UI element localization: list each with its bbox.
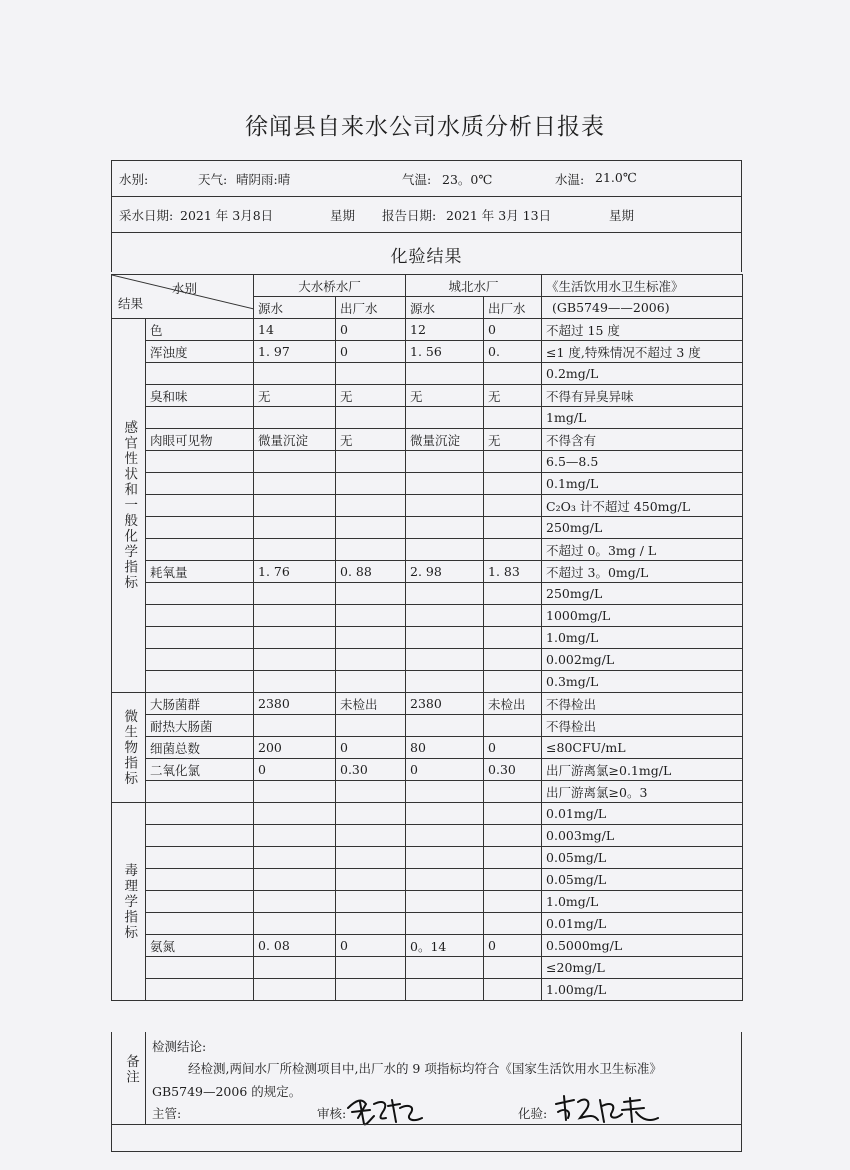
item-name: 肉眼可见物 — [146, 429, 254, 451]
results-title: 化验结果 — [390, 247, 463, 267]
table-row — [112, 847, 743, 869]
conclusion-line-2: GB5749—2006 的规定。 — [152, 1084, 302, 1099]
plant1-outlet-header: 出厂水 — [336, 297, 406, 319]
plant2-source-value — [406, 825, 484, 847]
category-sensory — [112, 319, 146, 693]
plant1-outlet-value: 0 — [336, 319, 406, 341]
plant1-source-value — [254, 649, 336, 671]
sample-weekday-label: 星期 — [330, 208, 356, 223]
plant1-outlet-value — [336, 979, 406, 1001]
plant2-source-value — [406, 671, 484, 693]
plant2-source-value — [406, 539, 484, 561]
plant1-outlet-value — [336, 957, 406, 979]
standard-value: 0.05mg/L — [542, 869, 743, 891]
plant2-source-value: 无 — [406, 385, 484, 407]
plant1-source-value: 无 — [254, 385, 336, 407]
plant2-outlet-value: 0 — [484, 319, 542, 341]
standard-value: 0.2mg/L — [542, 363, 743, 385]
plant1-source-value — [254, 517, 336, 539]
item-name — [146, 847, 254, 869]
item-name: 臭和味 — [146, 385, 254, 407]
category-label: 毒理学指标 — [121, 862, 138, 941]
item-name — [146, 781, 254, 803]
plant2-outlet-value — [484, 803, 542, 825]
standard-value: 0.5000mg/L — [542, 935, 743, 957]
plant2-source-value — [406, 803, 484, 825]
plant2-source-value — [406, 605, 484, 627]
plant1-source-value: 微量沉淀 — [254, 429, 336, 451]
water-type-label: 水别: — [119, 172, 149, 187]
table-row — [112, 341, 743, 363]
item-name — [146, 891, 254, 913]
plant2-outlet-value: 未检出 — [484, 693, 542, 715]
item-name — [146, 803, 254, 825]
plant2-source-value — [406, 847, 484, 869]
plant1-outlet-value — [336, 517, 406, 539]
tester-signature — [552, 1092, 662, 1128]
item-name — [146, 473, 254, 495]
plant2-source-value — [406, 363, 484, 385]
item-name — [146, 363, 254, 385]
plant2-outlet-value — [484, 979, 542, 1001]
water-type-header: 水别 — [171, 281, 197, 296]
report-date-label: 报告日期: — [382, 208, 437, 223]
plant1-source-value — [254, 605, 336, 627]
plant1-outlet-value: 无 — [336, 385, 406, 407]
plant1-source-value — [254, 957, 336, 979]
plant2-source-value: 1. 56 — [406, 341, 484, 363]
plant2-source-value: 2380 — [406, 693, 484, 715]
plant1-outlet-value — [336, 803, 406, 825]
header-date-row — [111, 196, 742, 232]
plant1-source-value — [254, 781, 336, 803]
standard-value: ≤20mg/L — [542, 957, 743, 979]
plant1-outlet-value — [336, 781, 406, 803]
item-name — [146, 913, 254, 935]
report-title: 徐闻县自来水公司水质分析日报表 — [245, 114, 605, 140]
reviewer-label: 审核: — [317, 1106, 347, 1121]
table-row — [112, 495, 743, 517]
item-name: 浑浊度 — [146, 341, 254, 363]
report-date-value: 2021 年 3月 13日 — [446, 208, 552, 223]
plant2-source-value — [406, 957, 484, 979]
weather-label: 天气: — [198, 172, 228, 187]
plant1-outlet-value — [336, 715, 406, 737]
sample-date-value: 2021 年 3月8日 — [180, 208, 274, 223]
table-row — [112, 583, 743, 605]
standard-value: 250mg/L — [542, 583, 743, 605]
report-weekday-label: 星期 — [609, 208, 635, 223]
plant1-source-value — [254, 847, 336, 869]
standard-value: 0.1mg/L — [542, 473, 743, 495]
category-label: 微生物指标 — [121, 708, 138, 787]
table-row — [112, 979, 743, 1001]
plant1-outlet-value — [336, 913, 406, 935]
item-name — [146, 495, 254, 517]
plant2-source-value — [406, 891, 484, 913]
diagonal-header-cell — [112, 275, 254, 319]
plant1-outlet-value — [336, 407, 406, 429]
standard-value: 0.01mg/L — [542, 803, 743, 825]
plant2-source-value — [406, 627, 484, 649]
table-row — [112, 407, 743, 429]
plant2-outlet-value: 无 — [484, 385, 542, 407]
plant2-outlet-header: 出厂水 — [484, 297, 542, 319]
item-name — [146, 539, 254, 561]
item-name — [146, 649, 254, 671]
plant1-outlet-value — [336, 627, 406, 649]
sample-date-label: 采水日期: — [119, 208, 174, 223]
plant1-source-value — [254, 715, 336, 737]
plant1-source-value — [254, 825, 336, 847]
standard-title: 《生活饮用水卫生标准》 — [542, 275, 743, 297]
standard-value: 0.002mg/L — [542, 649, 743, 671]
water-temp-label: 水温: — [555, 172, 585, 187]
plant1-source-value — [254, 627, 336, 649]
item-name: 氨氮 — [146, 935, 254, 957]
plant2-source-value: 12 — [406, 319, 484, 341]
table-row — [112, 759, 743, 781]
results-table — [111, 274, 743, 1001]
conclusion-line-1: 经检测,两间水厂所检测项目中,出厂水的 9 项指标均符合《国家生活饮用水卫生标准》 — [188, 1061, 662, 1076]
plant1-source-value — [254, 407, 336, 429]
plant2-outlet-value — [484, 363, 542, 385]
plant1-source-value: 2380 — [254, 693, 336, 715]
plant2-source-value — [406, 495, 484, 517]
air-temp-label: 气温: — [402, 172, 432, 187]
plant2-source-value — [406, 649, 484, 671]
standard-value: 6.5—8.5 — [542, 451, 743, 473]
category-label: 感官性状和一般化学指标 — [121, 420, 138, 591]
table-row — [112, 429, 743, 451]
plant2-outlet-value — [484, 495, 542, 517]
plant2-outlet-value — [484, 913, 542, 935]
plant2-source-value — [406, 407, 484, 429]
item-name — [146, 583, 254, 605]
plant1-source-value — [254, 451, 336, 473]
item-name — [146, 605, 254, 627]
header-weather-row — [111, 160, 742, 196]
item-name — [146, 979, 254, 1001]
plant1-source-value — [254, 473, 336, 495]
item-name — [146, 957, 254, 979]
item-name — [146, 825, 254, 847]
plant2-outlet-value — [484, 627, 542, 649]
item-name — [146, 517, 254, 539]
result-header: 结果 — [118, 296, 144, 311]
plant2-outlet-value: 0.30 — [484, 759, 542, 781]
plant2-source-value — [406, 869, 484, 891]
plant2-outlet-value — [484, 781, 542, 803]
plant2-outlet-value — [484, 891, 542, 913]
plant1-source-value: 14 — [254, 319, 336, 341]
plant1-outlet-value — [336, 539, 406, 561]
table-row — [112, 935, 743, 957]
plant1-outlet-value — [336, 451, 406, 473]
item-name: 二氧化氯 — [146, 759, 254, 781]
table-row — [112, 539, 743, 561]
table-row — [112, 913, 743, 935]
table-row — [112, 869, 743, 891]
reviewer-signature — [344, 1094, 426, 1128]
plant2-source-value: 0 — [406, 759, 484, 781]
table-row — [112, 517, 743, 539]
plant2-outlet-value: 0. — [484, 341, 542, 363]
standard-value: 不超过 3。0mg/L — [542, 561, 743, 583]
remarks-side-cell — [112, 1032, 146, 1124]
plant1-outlet-value — [336, 583, 406, 605]
plant1-source-value: 1. 76 — [254, 561, 336, 583]
plant1-outlet-value — [336, 671, 406, 693]
standard-value: 0.01mg/L — [542, 913, 743, 935]
plant2-source-value — [406, 517, 484, 539]
standard-value: 0.003mg/L — [542, 825, 743, 847]
plant1-outlet-value: 0 — [336, 737, 406, 759]
plant2-source-value — [406, 715, 484, 737]
plant1-source-value: 0. 08 — [254, 935, 336, 957]
weather-value: 晴阴雨:晴 — [236, 172, 291, 187]
table-row — [112, 825, 743, 847]
table-row — [112, 715, 743, 737]
plant1-outlet-value — [336, 847, 406, 869]
plant2-outlet-value — [484, 605, 542, 627]
standard-value: ≤1 度,特殊情况不超过 3 度 — [542, 341, 743, 363]
table-row — [112, 363, 743, 385]
plant1-outlet-value: 0 — [336, 935, 406, 957]
standard-value: 1.0mg/L — [542, 891, 743, 913]
category-toxic — [112, 803, 146, 1001]
table-row — [112, 605, 743, 627]
plant1-source-value: 1. 97 — [254, 341, 336, 363]
conclusion-label: 检测结论: — [152, 1039, 207, 1054]
table-row — [112, 649, 743, 671]
item-name — [146, 869, 254, 891]
plant2-outlet-value — [484, 517, 542, 539]
plant1-source-value — [254, 583, 336, 605]
item-name — [146, 627, 254, 649]
standard-value: 不超过 0。3mg / L — [542, 539, 743, 561]
plant2-outlet-value: 0 — [484, 935, 542, 957]
plant2-outlet-value — [484, 869, 542, 891]
table-row — [112, 319, 743, 341]
air-temp-value: 23。0℃ — [442, 172, 493, 187]
standard-value: 1mg/L — [542, 407, 743, 429]
plant2-source-header: 源水 — [406, 297, 484, 319]
plant1-source-value — [254, 363, 336, 385]
plant1-outlet-value — [336, 473, 406, 495]
plant1-outlet-value: 无 — [336, 429, 406, 451]
table-row — [112, 803, 743, 825]
plant1-source-header: 源水 — [254, 297, 336, 319]
table-row — [112, 385, 743, 407]
item-name — [146, 671, 254, 693]
plant2-source-value — [406, 979, 484, 1001]
plant1-outlet-value — [336, 869, 406, 891]
plant1-source-value — [254, 803, 336, 825]
plant1-outlet-value: 0 — [336, 341, 406, 363]
plant1-source-value — [254, 495, 336, 517]
item-name — [146, 451, 254, 473]
table-row — [112, 891, 743, 913]
plant1-source-value — [254, 869, 336, 891]
plant1-source-value — [254, 671, 336, 693]
remarks-section — [111, 1032, 742, 1152]
plant1-source-value: 0 — [254, 759, 336, 781]
standard-value: 不得检出 — [542, 693, 743, 715]
table-row — [112, 451, 743, 473]
item-name: 耗氧量 — [146, 561, 254, 583]
table-row — [112, 693, 743, 715]
plant1-source-value — [254, 913, 336, 935]
item-name: 耐热大肠菌 — [146, 715, 254, 737]
item-name: 色 — [146, 319, 254, 341]
plant2-outlet-value — [484, 407, 542, 429]
remarks-side-label: 备注 — [123, 1054, 139, 1085]
standard-value: 0.3mg/L — [542, 671, 743, 693]
plant2-outlet-value — [484, 957, 542, 979]
item-name: 细菌总数 — [146, 737, 254, 759]
plant1-source-value — [254, 539, 336, 561]
plant1-outlet-value: 0. 88 — [336, 561, 406, 583]
plant2-outlet-value — [484, 473, 542, 495]
plant2-source-value: 2. 98 — [406, 561, 484, 583]
plant2-source-value — [406, 583, 484, 605]
plant1-source-value — [254, 891, 336, 913]
plant2-source-value: 微量沉淀 — [406, 429, 484, 451]
results-title-row — [111, 232, 742, 272]
item-name: 大肠菌群 — [146, 693, 254, 715]
standard-value: 0.05mg/L — [542, 847, 743, 869]
table-row — [112, 737, 743, 759]
standard-value: 不得含有 — [542, 429, 743, 451]
supervisor-label: 主管: — [152, 1106, 182, 1121]
standard-value: 出厂游离氯≥0.1mg/L — [542, 759, 743, 781]
plant2-outlet-value — [484, 649, 542, 671]
standard-value: 1.0mg/L — [542, 627, 743, 649]
plant1-source-value: 200 — [254, 737, 336, 759]
category-micro — [112, 693, 146, 803]
plant2-source-value — [406, 451, 484, 473]
plant2-source-value: 0。14 — [406, 935, 484, 957]
standard-value: 1000mg/L — [542, 605, 743, 627]
standard-value: 1.00mg/L — [542, 979, 743, 1001]
plant2-source-value: 80 — [406, 737, 484, 759]
standard-value: ≤80CFU/mL — [542, 737, 743, 759]
plant1-outlet-value — [336, 649, 406, 671]
table-row — [112, 957, 743, 979]
plant1-outlet-value — [336, 605, 406, 627]
plant2-outlet-value — [484, 451, 542, 473]
plant2-outlet-value — [484, 671, 542, 693]
table-row — [112, 561, 743, 583]
standard-value: 出厂游离氯≥0。3 — [542, 781, 743, 803]
plant1-header: 大水桥水厂 — [254, 275, 406, 297]
table-row — [112, 671, 743, 693]
item-name — [146, 407, 254, 429]
standard-value: 不得检出 — [542, 715, 743, 737]
table-row — [112, 473, 743, 495]
plant1-source-value — [254, 979, 336, 1001]
plant1-outlet-value — [336, 891, 406, 913]
standard-value: C₂O₃ 计不超过 450mg/L — [542, 495, 743, 517]
standard-value: 不超过 15 度 — [542, 319, 743, 341]
plant2-outlet-value: 无 — [484, 429, 542, 451]
plant1-outlet-value — [336, 363, 406, 385]
plant2-outlet-value — [484, 715, 542, 737]
standard-value: 不得有异臭异味 — [542, 385, 743, 407]
plant2-outlet-value — [484, 825, 542, 847]
tester-label: 化验: — [518, 1106, 548, 1121]
plant2-outlet-value — [484, 583, 542, 605]
plant1-outlet-value: 未检出 — [336, 693, 406, 715]
bottom-empty-row — [112, 1124, 741, 1125]
plant1-outlet-value — [336, 495, 406, 517]
standard-code: (GB5749——2006) — [542, 297, 743, 319]
plant2-outlet-value: 1. 83 — [484, 561, 542, 583]
plant1-outlet-value — [336, 825, 406, 847]
plant2-outlet-value: 0 — [484, 737, 542, 759]
plant2-source-value — [406, 913, 484, 935]
plant2-header: 城北水厂 — [406, 275, 542, 297]
water-temp-value: 21.0℃ — [595, 170, 637, 185]
plant2-outlet-value — [484, 539, 542, 561]
plant2-source-value — [406, 781, 484, 803]
standard-value: 250mg/L — [542, 517, 743, 539]
table-row — [112, 781, 743, 803]
plant2-source-value — [406, 473, 484, 495]
plant1-outlet-value: 0.30 — [336, 759, 406, 781]
plant2-outlet-value — [484, 847, 542, 869]
table-row — [112, 627, 743, 649]
